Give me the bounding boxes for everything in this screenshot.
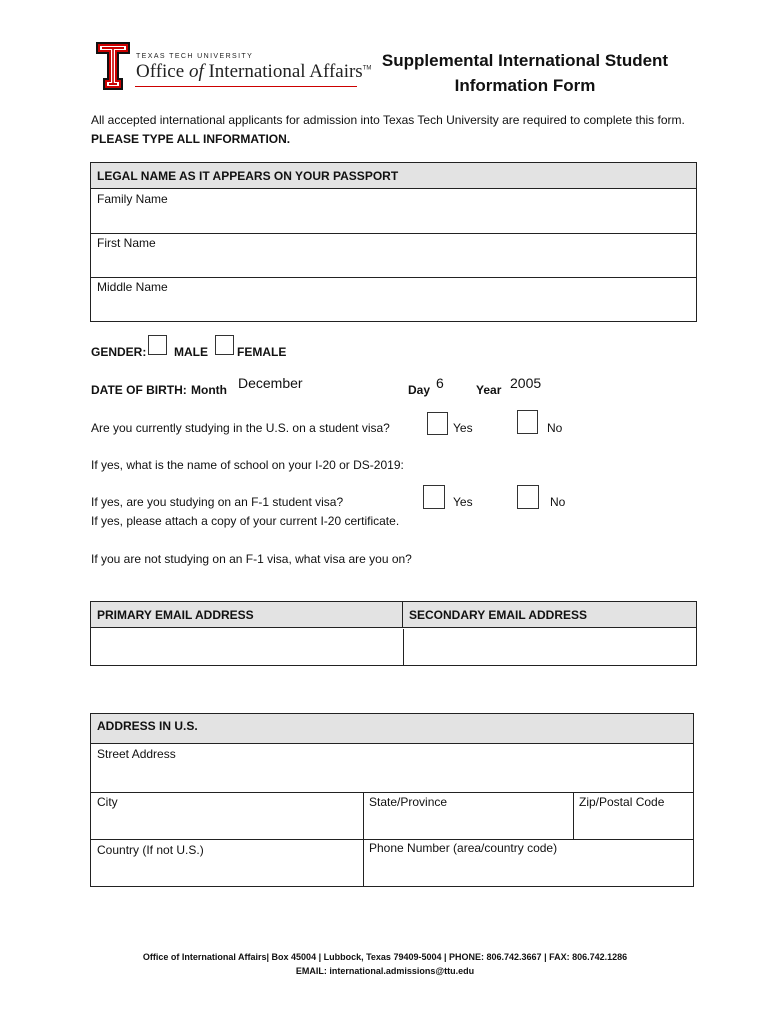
phone-label: Phone Number (area/country code) (369, 841, 558, 855)
country-label: Country (If not U.S.) (97, 843, 204, 857)
street-address-field[interactable] (91, 745, 693, 793)
footer-line1: Office of International Affairs| Box 45004 | Lubbock, Texas 79409-5004 | PHONE: 806.742.3667 | FAX: 806.742.1286 (142, 952, 628, 962)
attach-i20-note: If yes, please attach a copy of your current I-20 certificate. (91, 514, 400, 528)
middle-name-field[interactable] (91, 278, 696, 321)
studying-us-no-checkbox[interactable] (517, 410, 538, 434)
primary-email-header: PRIMARY EMAIL ADDRESS (91, 602, 403, 628)
f1-question: If yes, are you studying on an F-1 student visa? (91, 495, 344, 509)
family-name-field[interactable] (91, 189, 696, 234)
dob-year-value[interactable]: 2005 (510, 375, 542, 391)
f1-no-checkbox[interactable] (517, 485, 539, 509)
f1-yes-checkbox[interactable] (423, 485, 445, 509)
double-t-logo-icon (96, 42, 130, 90)
phone-field[interactable] (364, 840, 693, 886)
school-name-question: If yes, what is the name of school on your I-20 or DS-2019: (91, 458, 404, 472)
studying-us-yes-label: Yes (453, 421, 473, 435)
other-visa-question: If you are not studying on an F-1 visa, what visa are you on? (91, 552, 412, 566)
f1-no-label: No (550, 495, 566, 509)
state-province-field[interactable] (364, 793, 574, 840)
secondary-email-header: SECONDARY EMAIL ADDRESS (403, 602, 696, 628)
street-address-label: Street Address (97, 747, 176, 761)
first-name-field[interactable] (91, 234, 696, 278)
female-label: FEMALE (237, 345, 287, 359)
dob-month-value[interactable]: December (238, 375, 303, 391)
address-header: ADDRESS IN U.S. (91, 714, 693, 744)
primary-email-field[interactable] (91, 629, 404, 665)
dob-day-value[interactable]: 6 (436, 375, 444, 391)
studying-us-question: Are you currently studying in the U.S. on a student visa? (91, 421, 390, 435)
logo-office-text: Office of International Affairs™ (136, 61, 372, 82)
footer-contact (60, 950, 710, 978)
city-field[interactable] (91, 793, 364, 840)
dob-year-label: Year (476, 383, 502, 397)
male-checkbox[interactable] (148, 335, 167, 355)
footer-email: EMAIL: international.admissions@ttu.edu (295, 966, 475, 976)
gender-label: GENDER: (91, 345, 147, 359)
first-name-label: First Name (97, 236, 156, 250)
state-province-label: State/Province (369, 795, 448, 809)
zip-postal-field[interactable] (574, 793, 693, 840)
studying-us-no-label: No (547, 421, 563, 435)
dob-label: DATE OF BIRTH: (91, 383, 187, 397)
dob-day-label: Day (408, 383, 431, 397)
logo-underline (135, 86, 357, 87)
dob-month-label: Month (191, 383, 227, 397)
secondary-email-field[interactable] (404, 629, 696, 665)
logo-university-text: TEXAS TECH UNIVERSITY (136, 53, 254, 60)
intro-paragraph: All accepted international applicants for admission into Texas Tech University are required to complete this form. PLEASE TYPE ALL INFORMATION. (91, 113, 685, 146)
female-checkbox[interactable] (215, 335, 234, 355)
middle-name-label: Middle Name (97, 280, 168, 294)
email-table (90, 601, 697, 666)
country-field[interactable] (91, 840, 364, 886)
studying-us-yes-checkbox[interactable] (427, 412, 448, 435)
legal-name-header: LEGAL NAME AS IT APPEARS ON YOUR PASSPORT (91, 163, 696, 189)
family-name-label: Family Name (97, 192, 168, 206)
address-table (90, 713, 694, 887)
city-label: City (97, 795, 118, 809)
page-title: Supplemental International Student Information Form (381, 51, 669, 95)
zip-postal-label: Zip/Postal Code (579, 795, 665, 809)
legal-name-table (90, 162, 697, 322)
male-label: MALE (174, 345, 208, 359)
f1-yes-label: Yes (453, 495, 473, 509)
